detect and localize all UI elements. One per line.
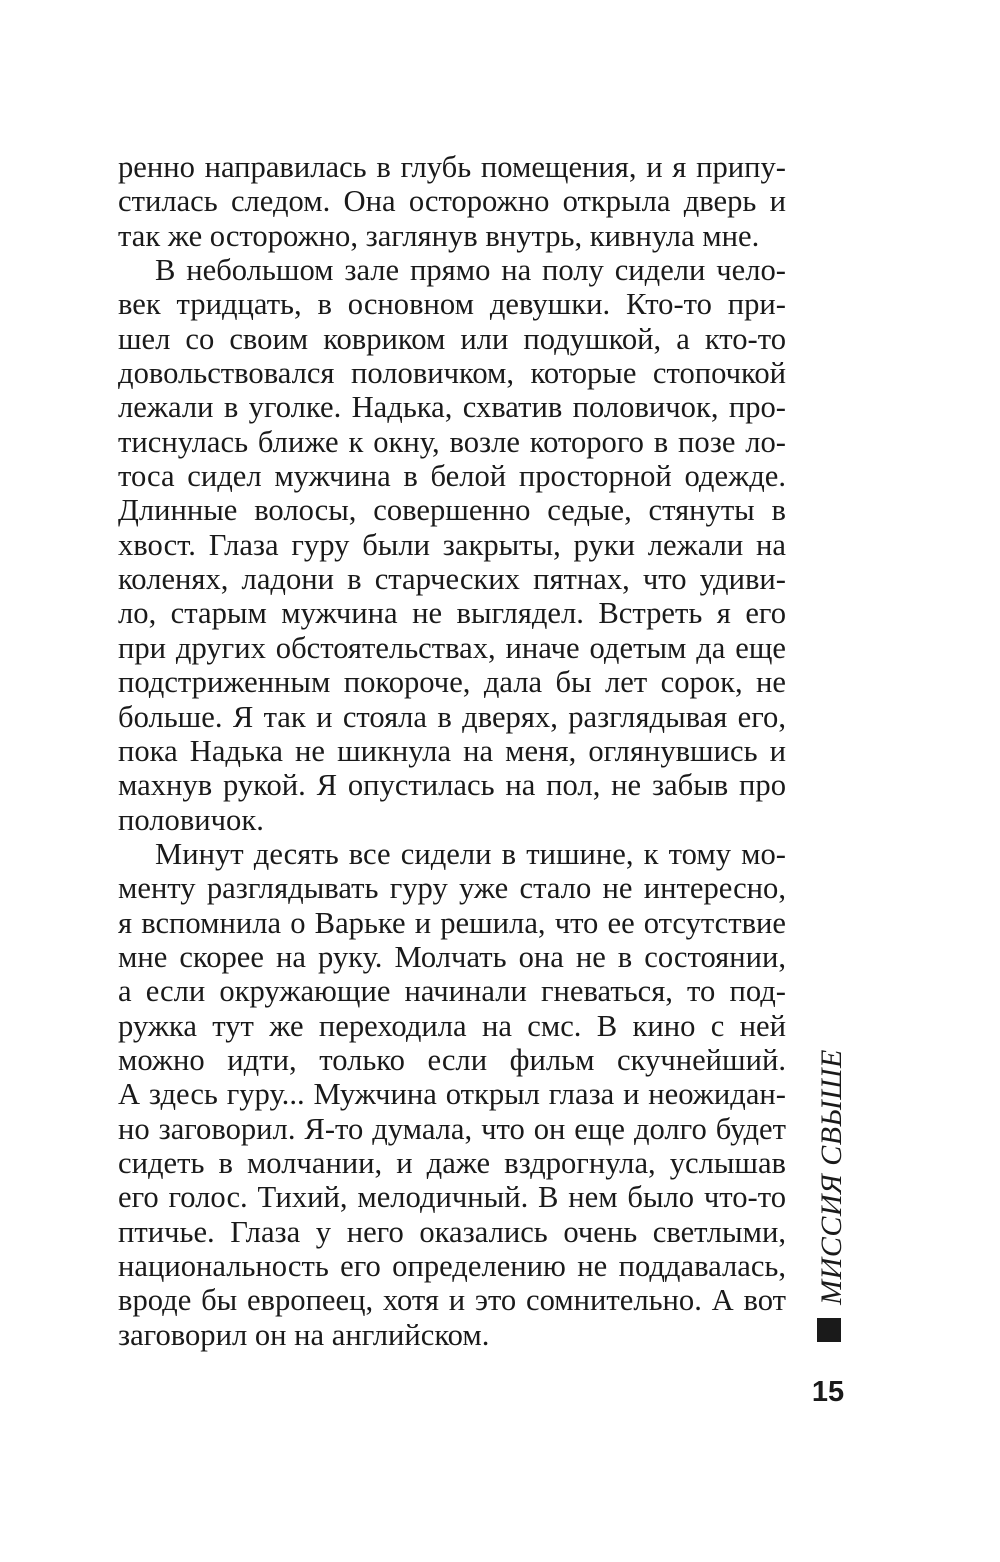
text-line: ло, старым мужчина не выглядел. Встреть я его (118, 596, 786, 631)
body-text (118, 150, 786, 1352)
text-line: вроде бы европеец, хотя и это сомнительно. А вот (118, 1283, 786, 1318)
paragraph (118, 837, 786, 1352)
text-line: так же осторожно, заглянув внутрь, кивнула мне. (118, 218, 760, 253)
text-line: заговорил он на английском. (118, 1317, 490, 1352)
text-line: стилась следом. Она осторожно открыла дверь и (118, 184, 786, 219)
running-head-title: МИССИЯ СВЫШЕ (815, 1049, 849, 1305)
text-line: ренно направилась в глубь помещения, и я припу- (118, 150, 786, 184)
text-line: коленях, ладони в старческих пятнах, что удиви- (118, 562, 786, 597)
text-line: но заговорил. Я-то думала, что он еще долго будет (118, 1111, 786, 1146)
page-number: 15 (811, 1376, 845, 1408)
text-line: можно идти, только если фильм скучнейший. (118, 1042, 786, 1077)
text-line: довольствовался половичком, которые стопочкой (118, 356, 786, 391)
paragraph (118, 150, 786, 253)
text-line: менту разглядывать гуру уже стало не интересно, (118, 871, 786, 906)
text-line: я вспомнила о Варьке и решила, что ее отсутствие (118, 905, 786, 940)
text-line: птичье. Глаза у него оказались очень светлыми, (118, 1214, 786, 1249)
text-line: а если окружающие начинали гневаться, то под- (118, 974, 786, 1009)
text-line: Длинные волосы, совершенно седые, стянуты в (118, 493, 786, 528)
text-line: А здесь гуру... Мужчина открыл глаза и неожидан- (118, 1077, 786, 1112)
text-line: тиснулась ближе к окну, возле которого в позе ло- (118, 424, 786, 459)
text-line: лежали в уголке. Надька, схватив половичок, про- (118, 390, 786, 425)
text-line: Минут десять все сидели в тишине, к тому мо- (155, 836, 786, 871)
text-line: его голос. Тихий, мелодичный. В нем было что-то (118, 1180, 786, 1215)
text-line: пока Надька не шикнула на меня, оглянувшись и (118, 733, 786, 768)
text-line: ружка тут же переходила на смс. В кино с ней (118, 1008, 786, 1043)
text-line: сидеть в молчании, и даже вздрогнула, услышав (118, 1145, 786, 1180)
text-line: национальность его определению не поддавалась, (118, 1249, 786, 1283)
text-line: махнув рукой. Я опустилась на пол, не забыв про (118, 768, 786, 803)
text-line: при других обстоятельствах, иначе одетым да еще (118, 630, 786, 665)
text-line: половичок. (118, 802, 264, 837)
text-line: тоса сидел мужчина в белой просторной одежде. (118, 459, 786, 494)
text-line: подстриженным покороче, дала бы лет сорок, не (118, 665, 786, 700)
text-line: шел со своим ковриком или подушкой, а кто-то (118, 321, 786, 356)
square-marker-icon (817, 1318, 841, 1342)
text-line: век тридцать, в основном девушки. Кто-то при- (118, 287, 786, 322)
paragraph (118, 253, 786, 837)
running-head (810, 1049, 854, 1305)
text-line: В небольшом зале прямо на полу сидели чело- (155, 253, 786, 288)
text-line: мне скорее на руку. Молчать она не в состоянии, (118, 939, 786, 974)
text-line: больше. Я так и стояла в дверях, разглядывая его, (118, 699, 786, 734)
text-line: хвост. Глаза гуру были закрыты, руки лежали на (118, 527, 786, 562)
